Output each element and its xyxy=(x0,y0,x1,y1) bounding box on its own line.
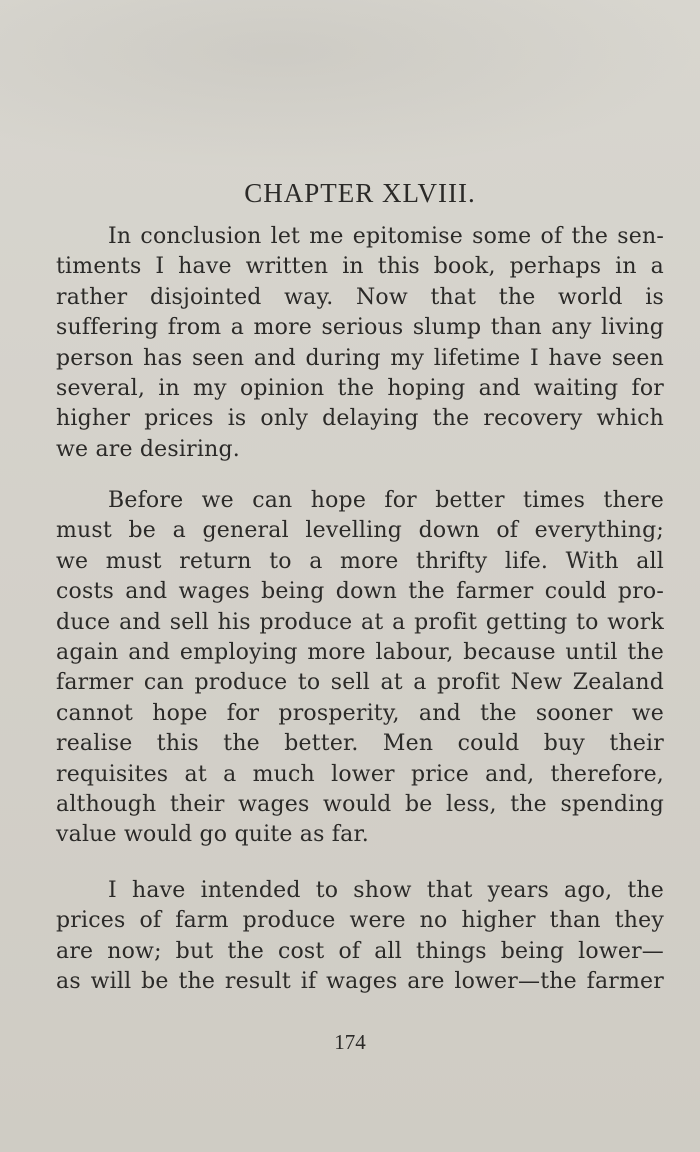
paragraph-line: I have intended to show that years ago, the xyxy=(108,878,664,903)
paragraph-line: cannot hope for prosperity, and the sooner we xyxy=(56,700,664,726)
paragraph-line: Before we can hope for better times there xyxy=(108,488,664,513)
paragraph-line: again and employing more labour, because until the xyxy=(56,639,664,665)
paragraph-line: higher prices is only delaying the recovery which xyxy=(56,406,664,432)
paragraph-line: requisites at a much lower price and, therefore, xyxy=(56,761,664,787)
paragraph-line: timents I have written in this book, perhaps in a xyxy=(56,254,664,280)
paragraph-line: although their wages would be less, the spending xyxy=(56,791,664,817)
page-number: 174 xyxy=(334,1030,366,1054)
chapter-title: CHAPTER XLVIII. xyxy=(244,178,476,208)
paragraph-line: we are desiring. xyxy=(56,436,240,462)
paragraph-line: person has seen and during my lifetime I have seen xyxy=(56,345,664,371)
paragraph-line: as will be the result if wages are lower—the farmer xyxy=(56,969,664,995)
paragraph-1 xyxy=(56,222,664,465)
paragraph-line: farmer can produce to sell at a profit New Zealand xyxy=(56,670,664,696)
paragraph-line: rather disjointed way. Now that the world is xyxy=(56,284,664,310)
paragraph-line: In conclusion let me epitomise some of the sen- xyxy=(108,224,664,249)
paragraph-line: realise this the better. Men could buy their xyxy=(56,731,664,757)
paragraph-line: prices of farm produce were no higher than they xyxy=(56,908,664,934)
paragraph-3 xyxy=(56,876,664,998)
paragraph-line: we must return to a more thrifty life. With all xyxy=(56,548,664,574)
paragraph-2 xyxy=(56,486,664,851)
paragraph-line: costs and wages being down the farmer could pro- xyxy=(56,579,664,605)
paragraph-line: value would go quite as far. xyxy=(56,822,369,848)
paragraph-line: must be a general levelling down of everything; xyxy=(56,518,664,544)
paragraph-line: several, in my opinion the hoping and waiting for xyxy=(56,375,664,401)
paragraph-line: suffering from a more serious slump than any living xyxy=(56,315,664,341)
page-shading xyxy=(0,0,700,170)
paragraph-line: are now; but the cost of all things being lower— xyxy=(56,938,664,964)
paragraph-line: duce and sell his produce at a profit getting to work xyxy=(56,609,664,635)
